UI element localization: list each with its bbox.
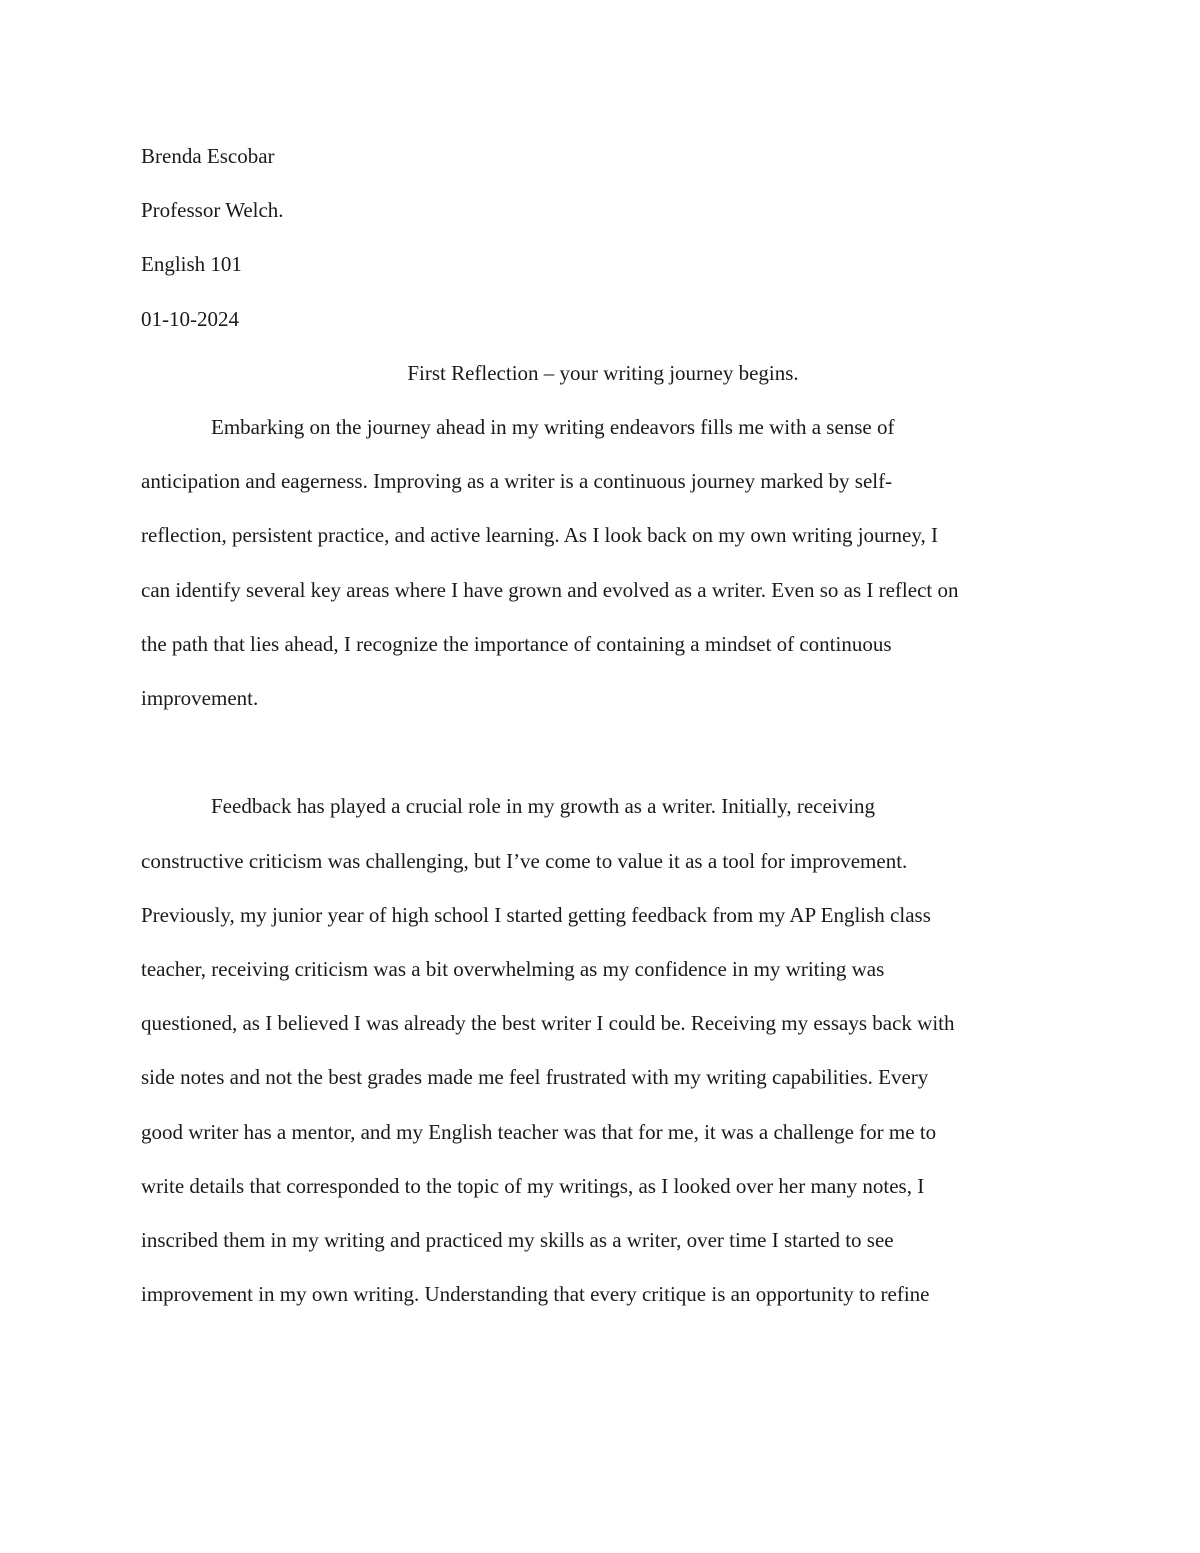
document-body: [141, 129, 1065, 1321]
paragraph-2-line-8: write details that corresponded to the topic of my writings, as I looked over her many notes, I: [141, 1173, 925, 1198]
paragraph-1-line-3: reflection, persistent practice, and active learning. As I look back on my own writing journey, I: [141, 523, 938, 548]
paragraph-2-line-7: good writer has a mentor, and my English teacher was that for me, it was a challenge for me to: [141, 1119, 937, 1144]
paragraph-2-line-2: constructive criticism was challenging, but I’ve come to value it as a tool for improvement.: [141, 848, 908, 873]
paragraph-1: [141, 400, 1065, 725]
paragraph-gap: [141, 725, 1065, 779]
paragraph-1-line-1: Embarking on the journey ahead in my writing endeavors fills me with a sense of: [211, 415, 895, 440]
paragraph-2-line-4: teacher, receiving criticism was a bit overwhelming as my confidence in my writing was: [141, 957, 885, 982]
student-name: Brenda Escobar: [141, 144, 275, 168]
paragraph-2-line-1: Feedback has played a crucial role in my growth as a writer. Initially, receiving: [211, 794, 875, 819]
paragraph-1-line-6: improvement.: [141, 686, 259, 711]
paragraph-1-line-5: the path that lies ahead, I recognize the importance of containing a mindset of continuous: [141, 631, 892, 656]
paragraph-2-line-9: inscribed them in my writing and practiced my skills as a writer, over time I started to see: [141, 1228, 894, 1253]
paragraph-2-line-6: side notes and not the best grades made me feel frustrated with my writing capabilities. Every: [141, 1065, 929, 1090]
paragraph-1-line-2: anticipation and eagerness. Improving as a writer is a continuous journey marked by self-: [141, 469, 893, 494]
paragraph-1-line-4: can identify several key areas where I have grown and evolved as a writer. Even so as I reflect on: [141, 577, 959, 602]
document-date: 01-10-2024: [141, 306, 239, 331]
paragraph-2-line-3: Previously, my junior year of high school I started getting feedback from my AP English class: [141, 902, 931, 927]
paragraph-2-line-5: questioned, as I believed I was already the best writer I could be. Receiving my essays back with: [141, 1011, 955, 1036]
document-title: First Reflection – your writing journey begins.: [407, 360, 799, 385]
professor-name: Professor Welch.: [141, 198, 284, 223]
paragraph-2-line-10: improvement in my own writing. Understanding that every critique is an opportunity to refine: [141, 1282, 930, 1307]
paragraph-2: [141, 779, 1065, 1321]
course-name: English 101: [141, 252, 242, 277]
